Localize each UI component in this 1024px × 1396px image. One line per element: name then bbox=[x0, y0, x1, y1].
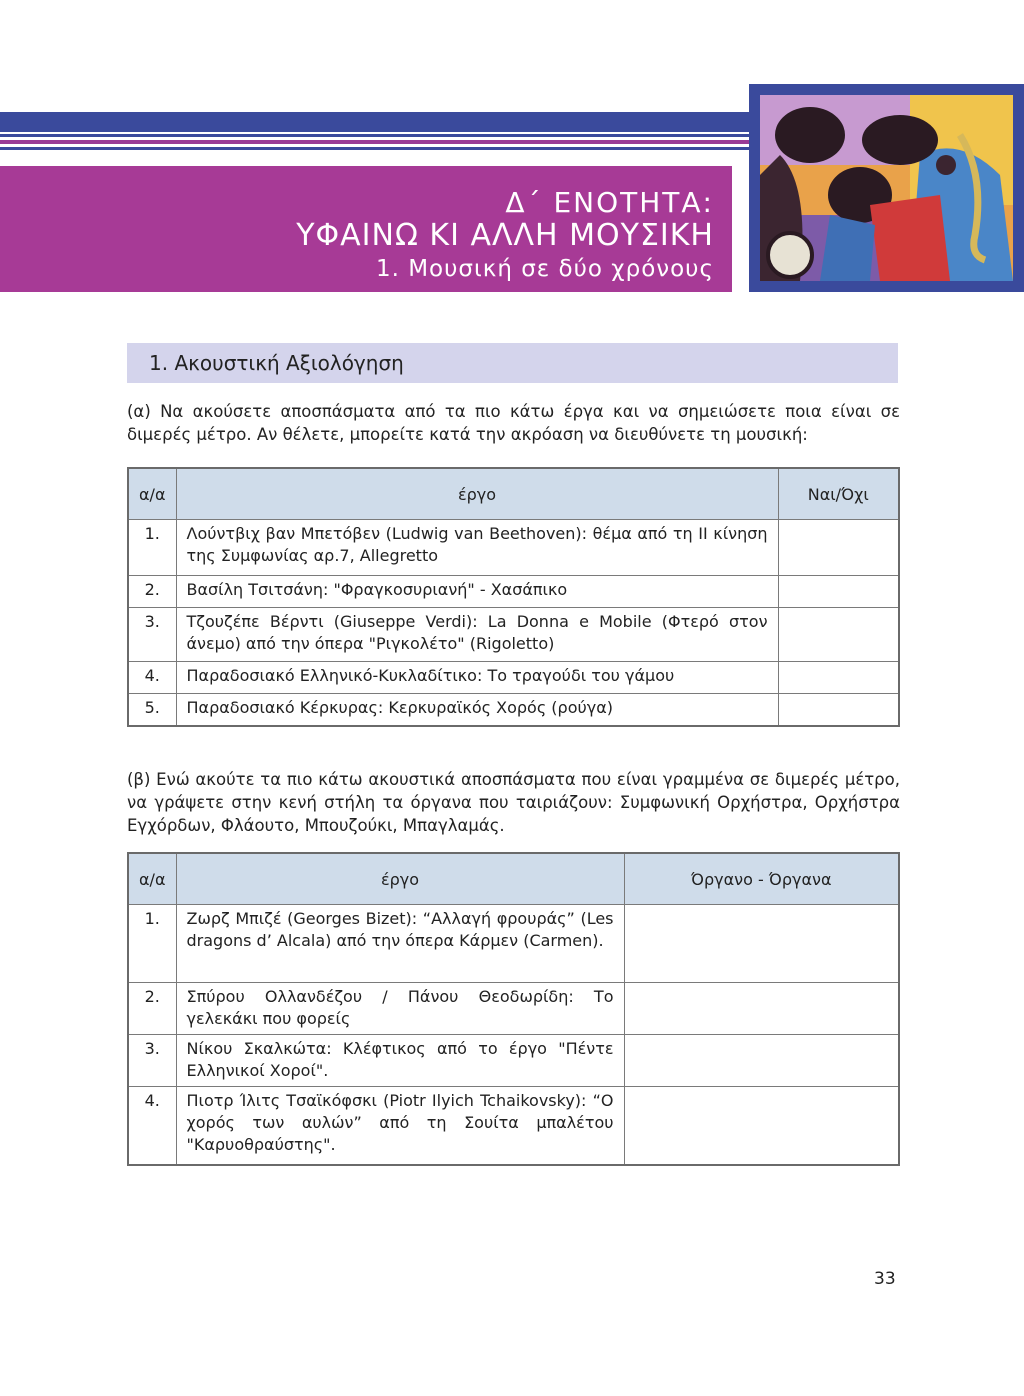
section-heading: 1. Ακουστική Αξιολόγηση bbox=[127, 343, 898, 383]
answer-cell[interactable] bbox=[778, 576, 899, 608]
table-row bbox=[128, 662, 899, 694]
page-number: 33 bbox=[874, 1269, 896, 1289]
work-title: Βασίλη Τσιτσάνη: "Φραγκοσυριανή" - Χασάπικο bbox=[176, 576, 778, 608]
answer-cell[interactable] bbox=[778, 608, 899, 662]
column-header-work: έργο bbox=[176, 853, 624, 905]
answer-cell[interactable] bbox=[778, 662, 899, 694]
header-stripe bbox=[0, 147, 752, 150]
table-row bbox=[128, 608, 899, 662]
column-header-answer: Όργανο - Όργανα bbox=[624, 853, 899, 905]
table-row bbox=[128, 905, 899, 983]
answer-cell[interactable] bbox=[624, 1087, 899, 1165]
work-title: Πιοτρ Ίλιτς Τσαϊκόφσκι (Piotr Ilyich Tchaikovsky): “Ο χορός των αυλών” από τη Σουίτα μπαλέτου "Καρυοθραύστης". bbox=[176, 1087, 624, 1165]
table-row bbox=[128, 694, 899, 726]
row-number: 2. bbox=[128, 576, 176, 608]
table-header-row bbox=[128, 853, 899, 905]
chapter-title-banner bbox=[0, 166, 732, 292]
work-title: Λούντβιχ βαν Μπετόβεν (Ludwig van Beethoven): θέμα από τη ΙΙ κίνηση της Συμφωνίας αρ.7, Allegretto bbox=[176, 520, 778, 576]
table-row bbox=[128, 1087, 899, 1165]
answer-cell[interactable] bbox=[624, 905, 899, 983]
column-header-number: α/α bbox=[128, 853, 176, 905]
column-header-number: α/α bbox=[128, 468, 176, 520]
work-title: Παραδοσιακό Κέρκυρας: Κερκυραϊκός Χορός (ρούγα) bbox=[176, 694, 778, 726]
answer-cell[interactable] bbox=[624, 983, 899, 1035]
chapter-subtitle: 1. Μουσική σε δύο χρόνους bbox=[375, 256, 714, 282]
header-stripe bbox=[0, 134, 752, 137]
part-b-table bbox=[127, 852, 900, 1166]
row-number: 1. bbox=[128, 905, 176, 983]
row-number: 3. bbox=[128, 608, 176, 662]
work-title: Ζωρζ Μπιζέ (Georges Bizet): “Αλλαγή φρουράς” (Les dragons d’ Alcala) από την όπερα Κάρμεν (Carmen). bbox=[176, 905, 624, 983]
row-number: 3. bbox=[128, 1035, 176, 1087]
part-a-table bbox=[127, 467, 900, 727]
work-title: Νίκου Σκαλκώτα: Κλέφτικος από το έργο "Πέντε Ελληνικοί Χοροί". bbox=[176, 1035, 624, 1087]
table-row bbox=[128, 1035, 899, 1087]
work-title: Σπύρου Ολλανδέζου / Πάνου Θεοδωρίδη: Το γελεκάκι που φορείς bbox=[176, 983, 624, 1035]
row-number: 4. bbox=[128, 1087, 176, 1165]
part-b-instructions: (β) Ενώ ακούτε τα πιο κάτω ακουστικά αποσπάσματα που είναι γραμμένα σε διμερές μέτρο, να γράψετε στην κενή στήλη τα όργανα που ταιριάζουν: Συμφωνική Ορχήστρα, Ορχήστρα Εγχόρδων, Φλάουτο, Μπουζούκι, Μπαγλαμάς. bbox=[127, 770, 900, 835]
answer-cell[interactable] bbox=[624, 1035, 899, 1087]
row-number: 5. bbox=[128, 694, 176, 726]
column-header-work: έργο bbox=[176, 468, 778, 520]
musicians-painting-image bbox=[760, 95, 1013, 281]
table-row bbox=[128, 983, 899, 1035]
work-title: Τζουζέπε Βέρντι (Giuseppe Verdi): La Donna e Mobile (Φτερό στον άνεμο) από την όπερα "Ριγκολέτο" (Rigoletto) bbox=[176, 608, 778, 662]
chapter-title: ΥΦΑΙΝΩ ΚΙ ΑΛΛΗ ΜΟΥΣΙΚΗ bbox=[296, 218, 714, 253]
table-row bbox=[128, 520, 899, 576]
table-header-row bbox=[128, 468, 899, 520]
row-number: 1. bbox=[128, 520, 176, 576]
row-number: 2. bbox=[128, 983, 176, 1035]
column-header-answer: Ναι/Όχι bbox=[778, 468, 899, 520]
part-a-instructions: (α) Να ακούσετε αποσπάσματα από τα πιο κάτω έργα και να σημειώσετε ποια είναι σε διμερές μέτρο. Αν θέλετε, μπορείτε κατά την ακρόαση να διευθύνετε τη μουσική: bbox=[127, 402, 900, 444]
work-title: Παραδοσιακό Ελληνικό-Κυκλαδίτικο: Το τραγούδι του γάμου bbox=[176, 662, 778, 694]
table-row bbox=[128, 576, 899, 608]
chapter-unit: Δ΄ ΕΝΟΤΗΤΑ: bbox=[505, 186, 714, 219]
chapter-illustration bbox=[749, 84, 1024, 292]
row-number: 4. bbox=[128, 662, 176, 694]
header-bar bbox=[0, 112, 752, 132]
header-stripe bbox=[0, 140, 752, 144]
answer-cell[interactable] bbox=[778, 520, 899, 576]
answer-cell[interactable] bbox=[778, 694, 899, 726]
